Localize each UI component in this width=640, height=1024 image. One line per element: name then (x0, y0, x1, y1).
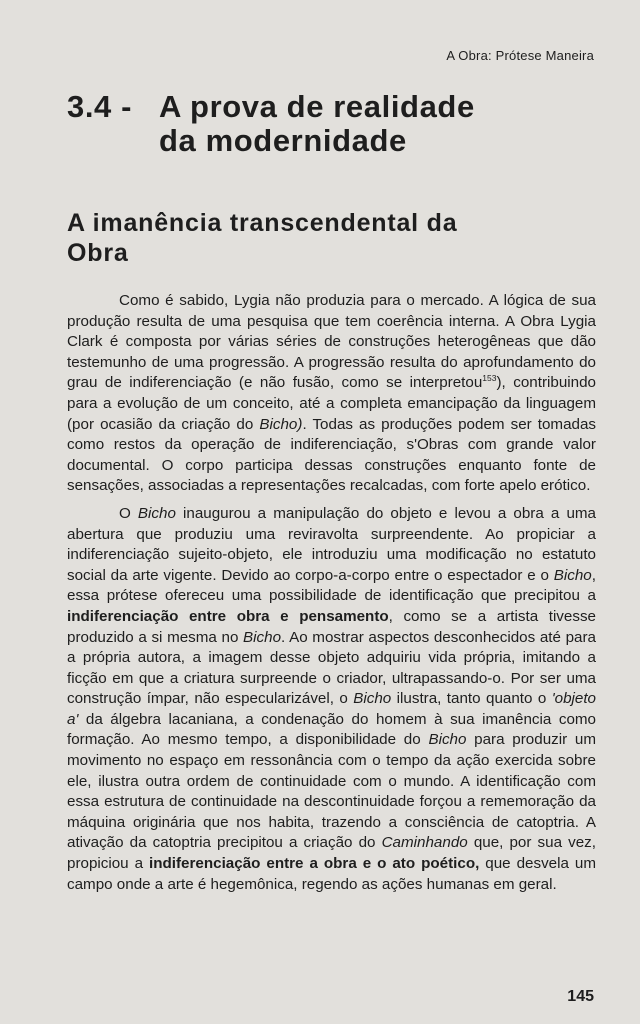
section-title-line2: Obra (67, 239, 129, 267)
p2-italic-1: Bicho (137, 504, 176, 522)
footnote-ref-153[interactable]: 153 (482, 373, 497, 384)
section-title-line1: A imanência transcendental da (67, 209, 458, 237)
chapter-number: 3.4 - (67, 89, 133, 124)
body-text (67, 291, 596, 895)
p2-bold-2: indiferenciação entre a obra e o ato poético, (149, 855, 480, 873)
page-number: 145 (567, 988, 594, 1005)
p2-text-9: que, por sua vez, propiciou a (67, 834, 596, 873)
p2-italic-5: 'objeto a' (67, 690, 596, 728)
p1-italic-bicho: Bicho) (259, 415, 303, 433)
p2-text-4: , como se a artista tivesse produzido a si mesma no (67, 607, 596, 646)
p1-text-1: Como é sabido, Lygia não produzia para o mercado. A lógica de sua produção resulta de uma pesquisa que tem coerência interna. A Obra Lygia Clark é composta por várias séries de construções heterogêneas que dão testemunho de uma progressão. A progressão resulta do aprofundamento do grau de indiferenciação (e não fusão, como se interpretou (67, 292, 596, 392)
p1-text-2: ), contribuindo para a evolução de um conceito, até a completa emancipação da linguagem (por ocasião da criação do (67, 374, 596, 433)
running-head: A Obra: Prótese Maneira (446, 48, 594, 63)
section-title (67, 208, 587, 268)
chapter-title-text1: A prova de realidade (159, 89, 475, 124)
p2-text-2: inaugurou a manipulação do objeto e levou a obra a uma abertura que produziu uma reviravolta surpreendente. Ao propiciar a indiferenciação sujeito-objeto, ele introduziu uma modificação no estatuto social da arte vigente. Devido ao corpo-a-corpo entre o espectador e o (67, 504, 596, 584)
p2-bold-1: indiferenciação entre obra e pensamento (67, 607, 389, 625)
p2-italic-2: Bicho (553, 566, 592, 584)
p2-italic-3: Bicho (243, 628, 282, 646)
chapter-title-line2: da modernidade (159, 123, 407, 158)
chapter-title-line1 (67, 90, 587, 124)
p2-text-6: ilustra, tanto quanto o (391, 690, 552, 708)
chapter-title (67, 90, 587, 158)
p2-text-7: da álgebra lacaniana, a condenação do homem à sua imanência como formação. Ao mesmo tempo, a disponibilidade do (67, 710, 596, 749)
p1-text-3: . Todas as produções podem ser tomadas como restos da operação de indiferenciação, s'Obras com grande valor documental. O corpo participa dessas construções enquanto fonte de sensações, associadas a representações recalcadas, com forte apelo erótico. (67, 415, 597, 495)
p2-italic-7: Caminhando (381, 834, 468, 852)
p2-text-10: que desvela um campo onde a arte é hegemônica, regendo as ações humanas em geral. (67, 855, 596, 893)
paragraph-2 (67, 504, 596, 895)
p2-italic-4: Bicho (353, 690, 392, 708)
p2-text-8: para produzir um movimento no espaço em ressonância com o tempo da ação exercida sobre ele, ilustra outra ordem de continuidade com o mundo. A identificação com essa estrutura de continuidade na descontinuidade forçou a rememoração da máquina originária que nos habita, trazendo a consciência de catoptria. A ativação da catoptria precipitou a criação do (67, 731, 596, 852)
paragraph-1 (67, 291, 596, 497)
p2-text-5: . Ao mostrar aspectos desconhecidos até para a própria autora, a imagem desse objeto adquiriu vida própria, imitando a ficção em que a criatura surpreende o criador, ultrapassando-o. Por ser uma construção ímpar, não especularizável, o (67, 628, 596, 708)
p2-italic-6: Bicho (428, 731, 467, 749)
p2-text-1: O (119, 504, 138, 522)
p2-text-3: , essa prótese ofereceu uma possibilidade de identificação que precipitou a (67, 566, 596, 605)
